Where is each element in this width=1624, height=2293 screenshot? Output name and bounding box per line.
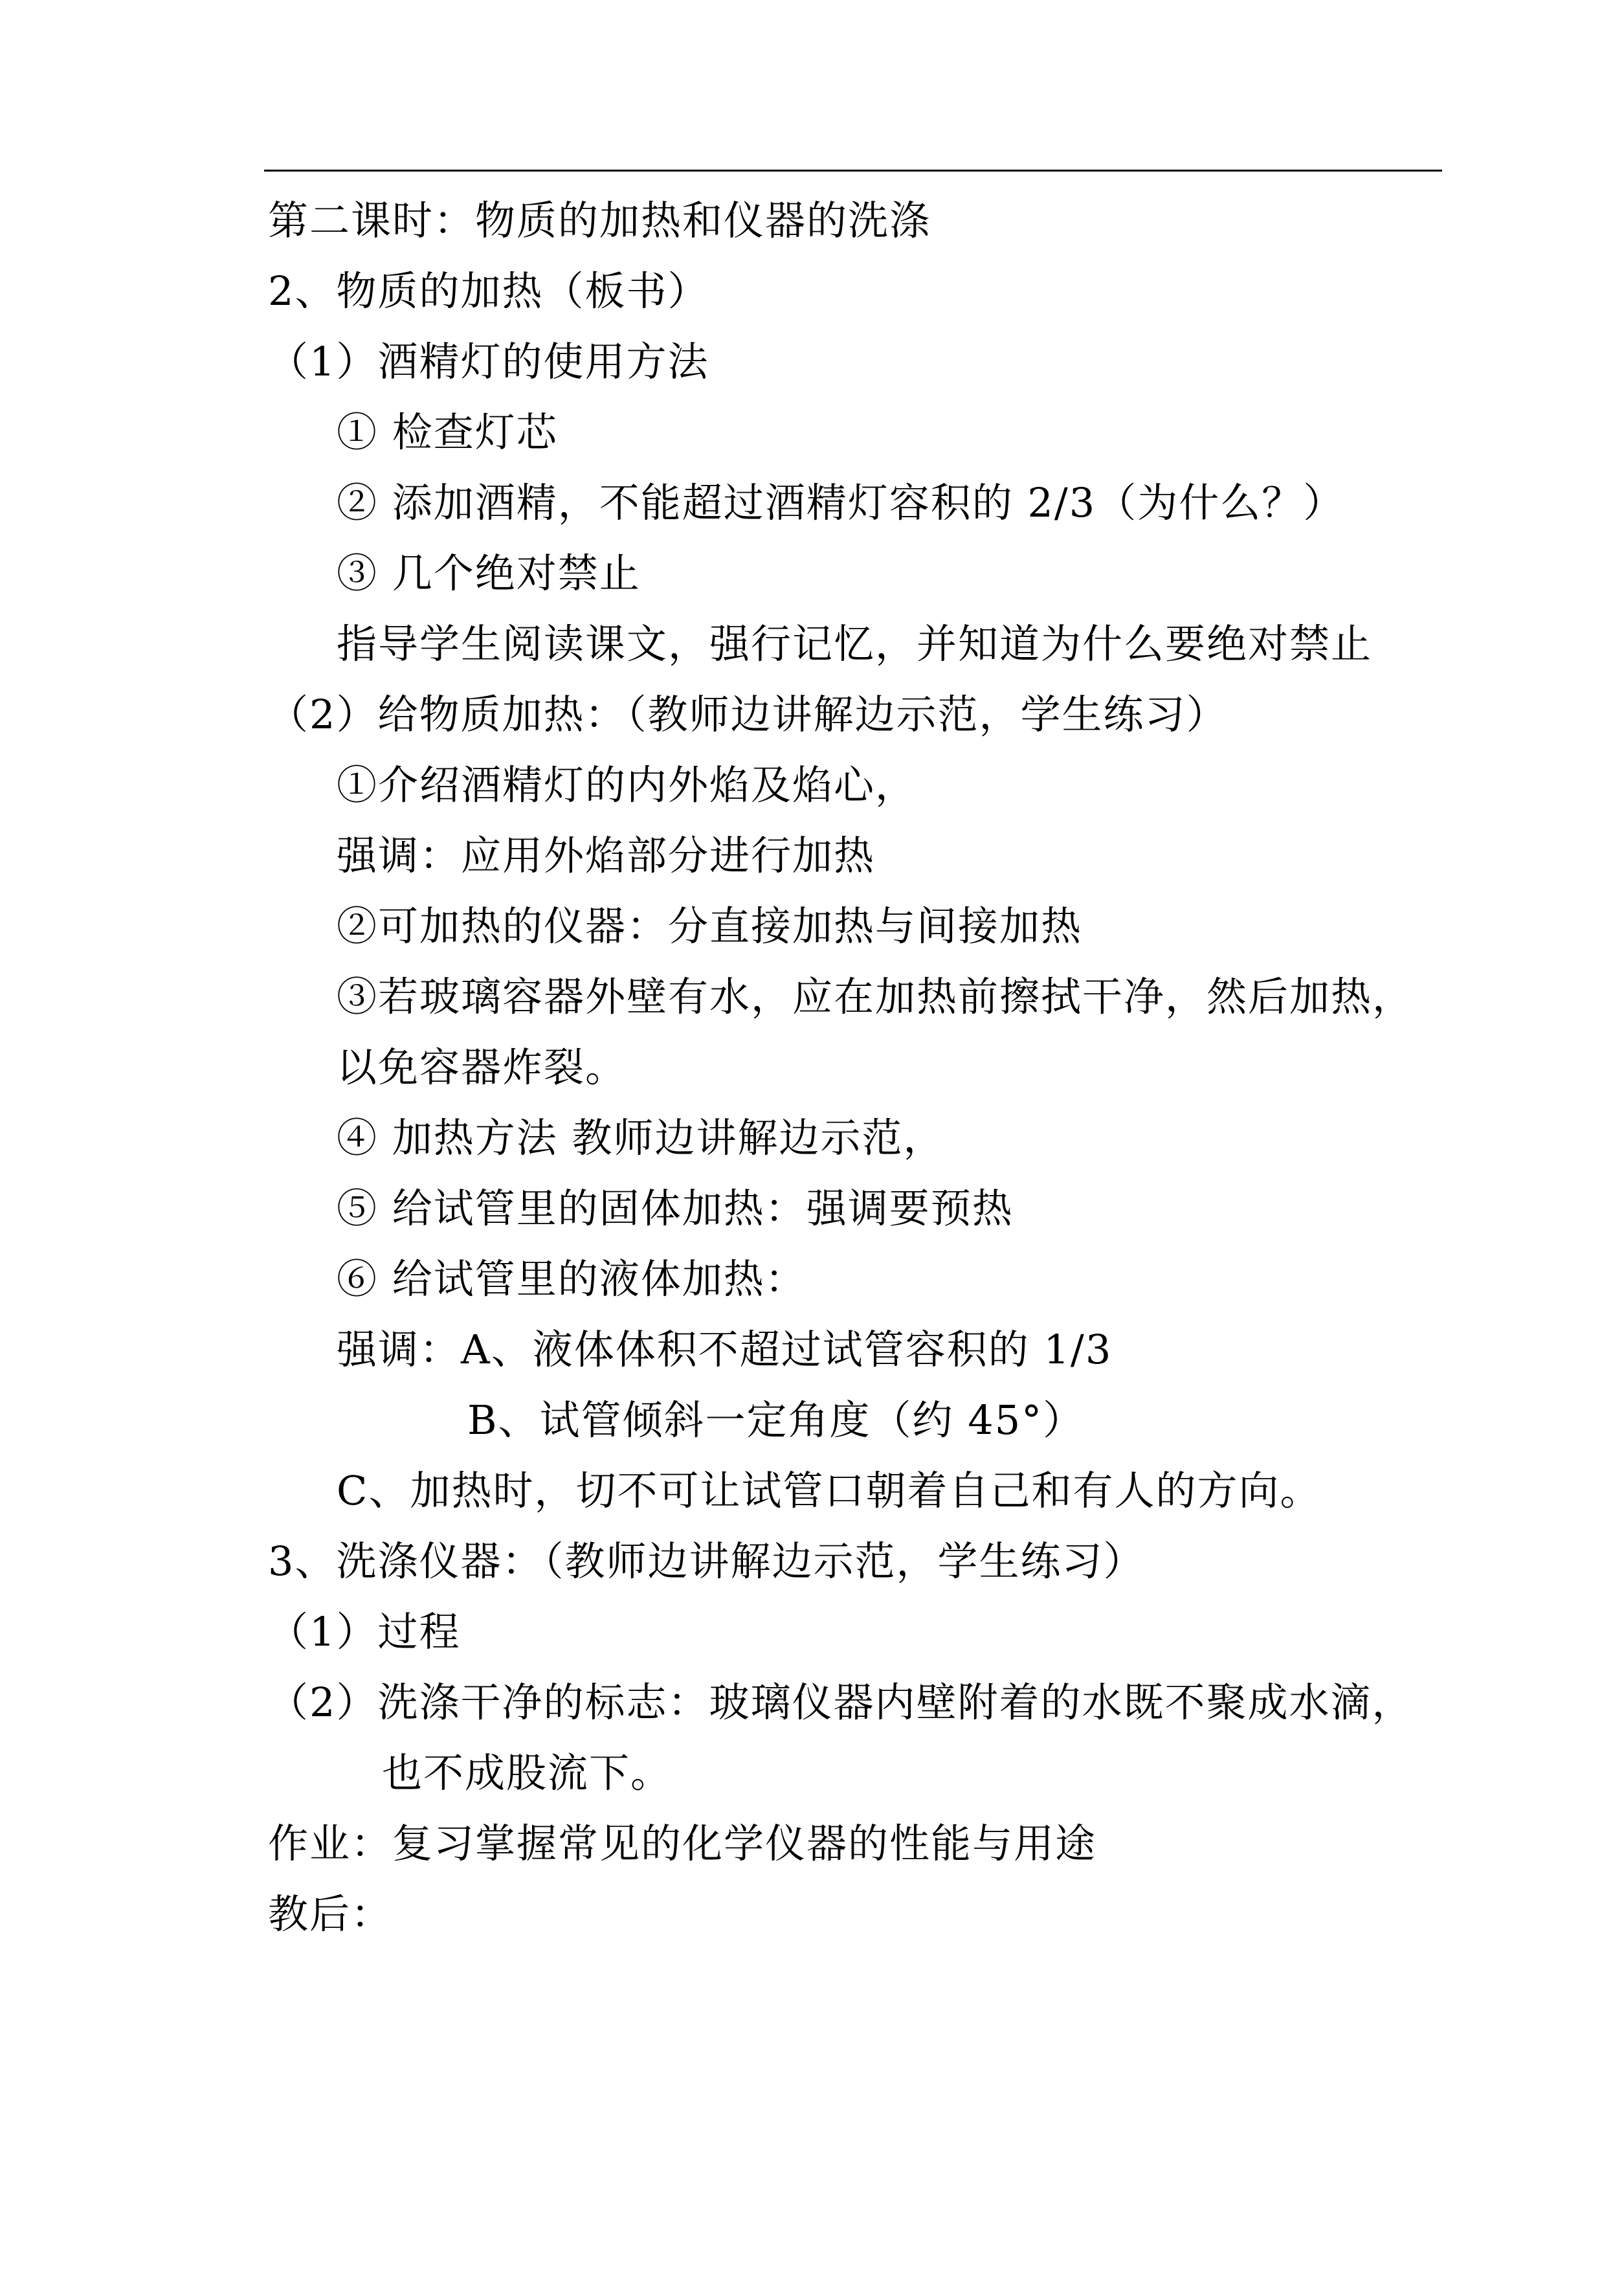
header-rule	[264, 170, 1442, 172]
list-item: ⑤ 给试管里的固体加热：强调要预热	[337, 1185, 1014, 1232]
lesson-title: 第二课时：物质的加热和仪器的洗涤	[268, 197, 931, 244]
section-heading-heating: 2、物质的加热（板书）	[268, 267, 709, 315]
list-item: ③若玻璃容器外壁有水，应在加热前擦拭干净，然后加热，	[337, 973, 1414, 1020]
list-item: ③ 几个绝对禁止	[337, 550, 641, 597]
list-item: ② 添加酒精，不能超过酒精灯容积的 2/3（为什么？）	[337, 479, 1345, 526]
after-class-notes: 教后：	[268, 1890, 393, 1938]
body-text: 强调：A、液体体积不超过试管容积的 1/3	[337, 1326, 1113, 1373]
body-text: 指导学生阅读课文，强行记忆，并知道为什么要绝对禁止	[337, 620, 1373, 667]
list-item: ①介绍酒精灯的内外焰及焰心，	[337, 761, 917, 809]
subheading-alcohol-lamp: （1）酒精灯的使用方法	[268, 338, 709, 385]
subheading-heating-substance: （2）给物质加热：（教师边讲解边示范，学生练习）	[268, 691, 1228, 738]
list-item: （2）洗涤干净的标志：玻璃仪器内壁附着的水既不聚成水滴，	[268, 1679, 1414, 1726]
body-text: C、加热时，切不可让试管口朝着自己和有人的方向。	[337, 1467, 1322, 1514]
homework-line: 作业：复习掌握常见的化学仪器的性能与用途	[268, 1820, 1097, 1867]
list-item: ④ 加热方法 教师边讲解边示范，	[337, 1114, 945, 1161]
list-item: ②可加热的仪器：分直接加热与间接加热	[337, 902, 1083, 950]
list-item: （1）过程	[268, 1608, 461, 1655]
list-item: ① 检查灯芯	[337, 408, 558, 456]
body-text: 以免容器炸裂。	[337, 1044, 627, 1091]
list-item: ⑥ 给试管里的液体加热：	[337, 1255, 806, 1303]
body-text: 也不成股流下。	[382, 1749, 673, 1796]
body-text: 强调：应用外焰部分进行加热	[337, 832, 876, 879]
body-text: B、试管倾斜一定角度（约 45°）	[467, 1396, 1085, 1444]
section-heading-washing: 3、洗涤仪器：（教师边讲解边示范，学生练习）	[268, 1538, 1145, 1585]
